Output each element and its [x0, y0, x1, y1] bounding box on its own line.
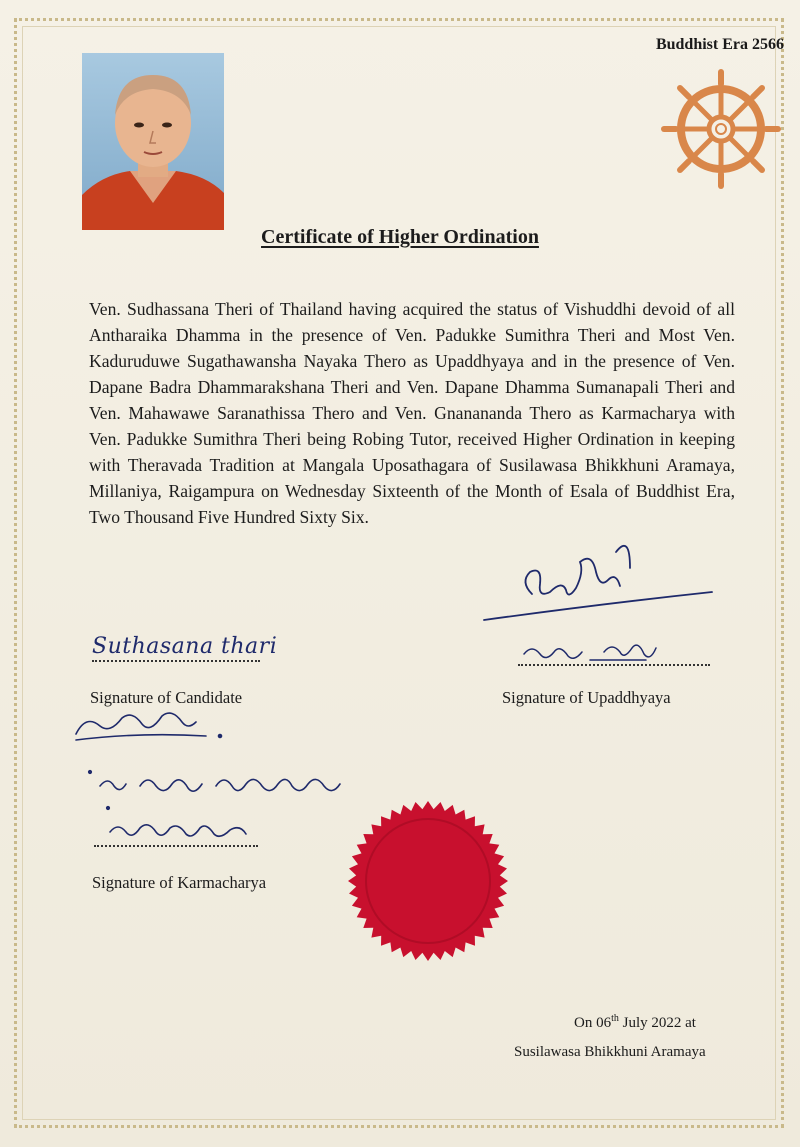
candidate-signature-label: Signature of Candidate — [90, 688, 243, 707]
red-seal-icon — [345, 798, 511, 964]
buddhist-era-label: Buddhist Era 2566 — [655, 36, 784, 53]
issue-place: Susilawasa Bhikkhuni Aramaya — [514, 1044, 706, 1060]
certificate-title: Certificate of Higher Ordination — [261, 226, 539, 248]
upaddhyaya-signature-line — [518, 664, 710, 666]
karmacharya-signature-line — [94, 845, 258, 847]
karmacharya-signature-label: Signature of Karmacharya — [92, 873, 267, 892]
candidate-signature-line — [92, 660, 260, 662]
upaddhyaya-signature-label: Signature of Upaddhyaya — [502, 688, 671, 707]
candidate-signature: Suthasana thari — [92, 634, 278, 659]
upaddhyaya-signature-scribble — [480, 532, 720, 633]
upaddhyaya-second-signature — [516, 630, 712, 677]
karmacharya-signature-scribbles — [70, 700, 370, 865]
candidate-photo — [82, 53, 224, 230]
issue-date: On 06th July 2022 at — [574, 1013, 696, 1031]
certificate-body-text: Ven. Sudhassana Theri of Thailand having acquired the status of Vishuddhi devoid of all Antharaika Dhamma in the presence of Ven. Padukke Sumithra Theri and Most Ven. Kaduruduwe Sugathawansha Nayaka Thero as Upaddhyaya and in the presence of Ven. Dapane Badra Dhammarakshana Theri and Ven. Dapane Dhamma Sumanapali Theri and Ven. Mahawawe Saranathissa Thero and Ven. Gnanananda Thero as Karmacharya with Ven. Padukke Sumithra Theri being Robing Tutor, received Higher Ordination in keeping with Theravada Tradition at Mangala Uposathagara of Susilawasa Bhikkhuni Aramaya, Millaniya, Raigampura on Wednesday Sixteenth of the Month of Esala of Buddhist Era, Two Thousand Five Hundred Sixty Six. — [89, 299, 735, 527]
dharma-wheel-icon — [660, 68, 782, 190]
